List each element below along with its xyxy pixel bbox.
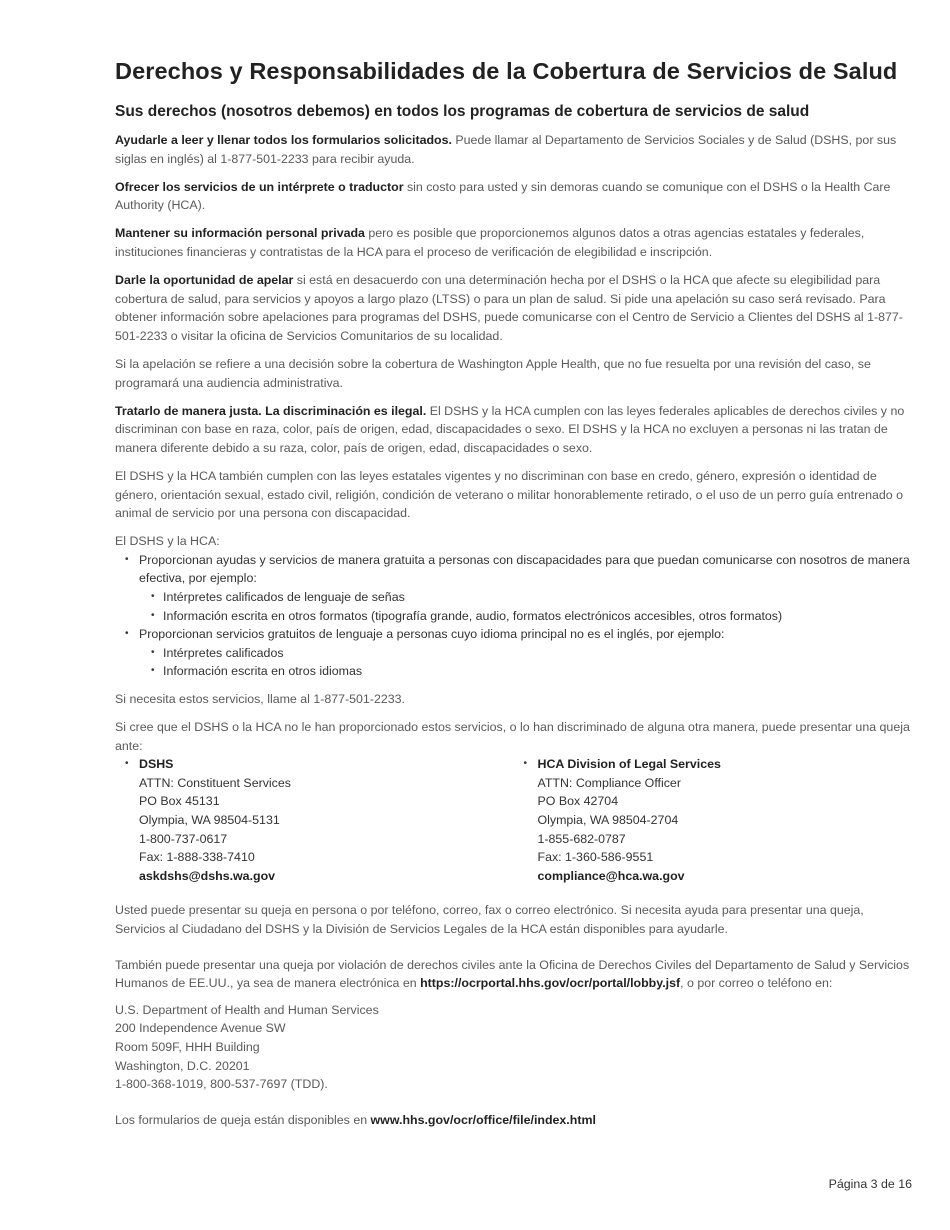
hhs-address: U.S. Department of Health and Human Services 200 Independence Avenue SW Room 509F, HHH Building Washington, D.C. 20201 1-800-368-1019, 800-537-7697 (TDD). [115,1002,379,1092]
list-item: • Información escrita en otros formatos (tipografía grande, audio, formatos electrónicos accesibles, otros formatos) [139,607,912,626]
state-laws: El DSHS y la HCA también cumplen con las leyes estatales vigentes y no discriminan con base en credo, género, expresión o identidad de género, orientación sexual, estado civil, religión, condición de veterano o militar honorablemente retirado, o el uso de un perro guía entrenado o animal de servicio por una persona con discapacidad. [115,468,903,521]
right-fair-treatment: Tratarlo de manera justa. La discriminación es ilegal. El DSHS y la HCA cumplen con las leyes federales aplicables de derechos civiles y no discriminan con base en raza, color, país de origen, edad, discapacidades o sexo. El DSHS y la HCA no excluyen a personas ni las tratan de manera diferente debido a su raza, color, país de origen, edad, discapacidades o sexo. [115,403,905,455]
forms-link[interactable]: www.hhs.gov/ocr/office/file/index.html [370,1112,596,1127]
list-item: • Proporcionan servicios gratuitos de lenguaje a personas cuyo idioma principal no es el inglés, por ejemplo: • Intérpretes calificados • Información escrita en otros idiomas [115,625,912,681]
list-item: • Intérpretes calificados de lenguaje de señas [139,588,912,607]
right-forms: Ayudarle a leer y llenar todos los formularios solicitados. Puede llamar al Departamento de Servicios Sociales y de Salud (DSHS, por sus siglas en inglés) al 1-877-501-2233 para recibir ayuda. [115,133,897,166]
complaint-intro: Si cree que el DSHS o la HCA no le han proporcionado estos servicios, o lo han discriminado de alguna otra manera, puede presentar una queja ante: [115,720,910,753]
hca-email-link[interactable]: compliance@hca.wa.gov [537,868,685,883]
complaint-forms: Los formularios de queja están disponibles en www.hhs.gov/ocr/office/file/index.html [115,1112,596,1127]
list-item: • Información escrita en otros idiomas [139,662,912,681]
how-to-complain: Usted puede presentar su queja en persona o por teléfono, correo, fax o correo electrónico. Si necesita ayuda para presentar una queja, Servicios al Ciudadano del DSHS y la División de Servicios Legales de la HCA están disponibles para ayudarle. [115,903,864,936]
dshs-email-link[interactable]: askdshs@dshs.wa.gov [139,868,276,883]
services-intro: El DSHS y la HCA: [115,534,220,549]
call-note: Si necesita estos servicios, llame al 1-877-501-2233. [115,691,405,706]
ocr-portal-link[interactable]: https://ocrportal.hhs.gov/ocr/portal/lobby.jsf [420,976,681,991]
right-appeal: Darle la oportunidad de apelar si está en desacuerdo con una determinación hecha por el DSHS o la HCA que afecte su elegibilidad para cobertura de salud, para servicios y apoyos a largo plazo (LTSS) o para un plan de salud. Si pide una apelación su caso será revisado. Para obtener información sobre apelaciones para programas del DSHS, puede comunicarse con el Centro de Servicio a Clientes del DSHS al 1-877-501-2233 o visitar la oficina de Servicios Comunitarios de su localidad. [115,273,903,343]
right-privacy: Mantener su información personal privada pero es posible que proporcionemos algunos datos a otras agencias estatales y federales, instituciones financieras y contratistas de la HCA para el proceso de verificación de elegibilidad e inscripción. [115,226,865,259]
appeal-note: Si la apelación se refiere a una decisión sobre la cobertura de Washington Apple Health, que no fue resuelta por una revisión del caso, se programará una audiencia administrativa. [115,356,871,390]
list-item: • Proporcionan ayudas y servicios de manera gratuita a personas con discapacidades para que puedan comunicarse con nosotros de manera efectiva, por ejemplo: • Intérpretes calificados de lenguaje de señas • Información escrita en otros formatos (tipografía grande, audio, formatos electrónicos accesibles, otros formatos) [115,551,912,625]
hca-contact: • HCA Division of Legal Services ATTN: Compliance Officer PO Box 42704 Olympia, WA 98504-2704 1-855-682-0787 Fax: 1-360-586-9551 compliance@hca.wa.gov [514,755,913,885]
page-number: Página 3 de 16 [828,1177,912,1191]
list-item: • Intérpretes calificados [139,644,912,663]
page-title: Derechos y Responsabilidades de la Cobertura de Servicios de Salud [115,58,898,84]
contact-columns [115,755,912,885]
dshs-contact: • DSHS ATTN: Constituent Services PO Box 45131 Olympia, WA 98504-5131 1-800-737-0617 Fax: 1-888-338-7410 askdshs@dshs.wa.gov [115,755,514,885]
ocr-complaint: También puede presentar una queja por violación de derechos civiles ante la Oficina de Derechos Civiles del Departamento de Salud y Servicios Humanos de EE.UU., ya sea de manera electrónica en https://ocrportal.hhs.gov/ocr/portal/lobby.jsf, o por correo o teléfono en: [115,957,910,991]
right-interpreter: Ofrecer los servicios de un intérprete o traductor sin costo para usted y sin demoras cuando se comunique con el DSHS o la Health Care Authority (HCA). [115,179,891,213]
services-list [115,551,912,681]
section-subtitle: Sus derechos (nosotros debemos) en todos los programas de cobertura de servicios de salud [115,103,810,120]
